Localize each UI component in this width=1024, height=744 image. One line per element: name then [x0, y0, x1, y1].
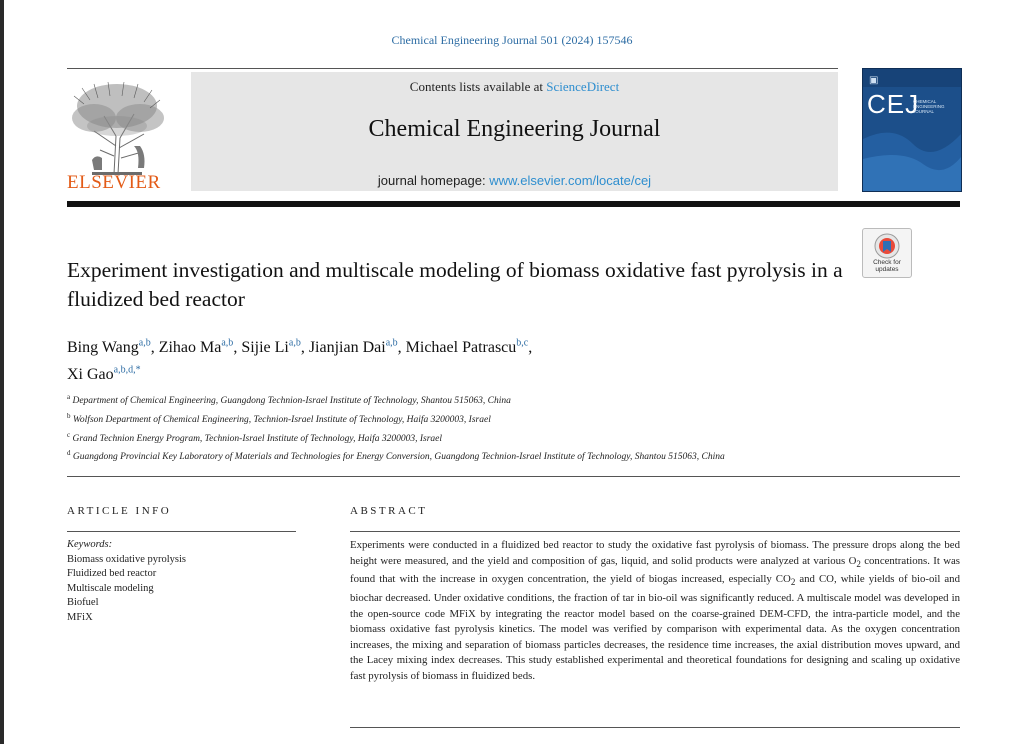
- homepage-link[interactable]: www.elsevier.com/locate/cej: [489, 173, 652, 188]
- keyword: Multiscale modeling: [67, 582, 154, 594]
- affiliation: $^c$ Grand Technion Energy Program, Technion-Israel Institute of Technology, Haifa 3200003, Israel: [67, 430, 443, 444]
- keywords-block: [67, 538, 186, 626]
- abstract-text: Experiments were conducted in a fluidized bed reactor to study the oxidative fast pyrolysis of biomass. The pressure drops along the bed height were measured, and the yield and composition of gas, liquid, and solid products were analyzed at various $O_2$ concentrations. It was found that with the increase in oxygen concentration, the yield of biogas increased, especially $CO_2$ and CO, while yields of bio-oil and biochar decreased. Under oxidative conditions, the fraction of tar in bio-oil was significantly reduced. A multiscale model was developed in the open-source code MFiX by integrating the reactor model based on the coarse-grained DEM-CFD, the intra-particle model, and the biomass oxidative fast pyrolysis kinetics. The model was verified by comparison with experimental data. As the oxygen concentration increases, the mixing and separation of biomass particles decreases, the residence time increases, the axial distribution moves upward, and the Lacey mixing index decreases. This study established experimental and theoretical foundations for designing and scaling up oxidative fast pyrolysis of biomass in fluidized beds.: [350, 539, 961, 683]
- author[interactable]: Zihao Ma$^{a,b}$,: [158, 338, 242, 357]
- journal-banner: [191, 72, 838, 191]
- check-updates-icon: [863, 231, 911, 261]
- sciencedirect-link[interactable]: ScienceDirect: [546, 79, 620, 94]
- journal-name: Chemical Engineering Journal: [368, 116, 661, 142]
- header-top-rule: [67, 68, 838, 69]
- affiliation: $^a$ Department of Chemical Engineering, Guangdong Technion-Israel Institute of Technology, Shantou 515063, China: [67, 393, 511, 407]
- homepage-prefix: journal homepage:: [377, 173, 490, 188]
- cover-elsevier-mark: ▣: [869, 75, 879, 86]
- article-title: Experiment investigation and multiscale modeling of biomass oxidative fast pyrolysis in a fluidized bed reactor: [67, 258, 843, 311]
- journal-citation[interactable]: Chemical Engineering Journal 501 (2024) 157546: [391, 33, 633, 47]
- homepage-line: [191, 173, 838, 188]
- elsevier-wordmark: ELSEVIER: [67, 172, 161, 193]
- author[interactable]: Michael Patrascu$^{b,c}$,: [405, 338, 533, 357]
- author[interactable]: Sijie Li$^{a,b}$,: [241, 338, 309, 357]
- keywords-label: Keywords:: [67, 539, 113, 550]
- header-thick-rule: [67, 201, 960, 207]
- author-list: [67, 333, 847, 386]
- check-for-updates-button[interactable]: [862, 228, 912, 278]
- keyword: Biomass oxidative pyrolysis: [67, 553, 186, 565]
- article-info-rule: [67, 531, 296, 532]
- check-updates-label: Check for updates: [873, 259, 901, 273]
- affiliations: [67, 390, 867, 465]
- author-corresponding[interactable]: Xi Gao$^{a,b,d,*}$: [67, 364, 141, 383]
- contents-line: [191, 79, 838, 95]
- affiliation: $^d$ Guangdong Provincial Key Laboratory of Materials and Technologies for Energy Conversion, Guangdong Technion-Israel Institute of Technology, Shantou 515063, China: [67, 449, 725, 463]
- contents-prefix: Contents lists available at: [409, 79, 547, 94]
- journal-cover-thumbnail[interactable]: [862, 68, 962, 192]
- abstract-rule: [350, 531, 960, 532]
- author[interactable]: Bing Wang$^{a,b}$,: [67, 338, 159, 357]
- abstract-heading: ABSTRACT: [350, 505, 428, 517]
- abstract-bottom-rule: [350, 727, 960, 728]
- section-divider: [67, 476, 960, 477]
- cover-art: [863, 69, 961, 191]
- author[interactable]: Jianjian Dai$^{a,b}$,: [308, 338, 406, 357]
- affiliation: $^b$ Wolfson Department of Chemical Engineering, Technion-Israel Institute of Technology, Haifa 3200003, Israel: [67, 411, 491, 425]
- keyword: Biofuel: [67, 597, 99, 609]
- keyword: Fluidized bed reactor: [67, 568, 157, 580]
- viewer-left-edge: [0, 0, 4, 744]
- article-info-heading: ARTICLE INFO: [67, 505, 172, 517]
- cover-title: CEJ: [867, 89, 920, 119]
- keyword: MFiX: [67, 611, 93, 623]
- cover-subtitle: CHEMICAL ENGINEERING JOURNAL: [913, 99, 945, 114]
